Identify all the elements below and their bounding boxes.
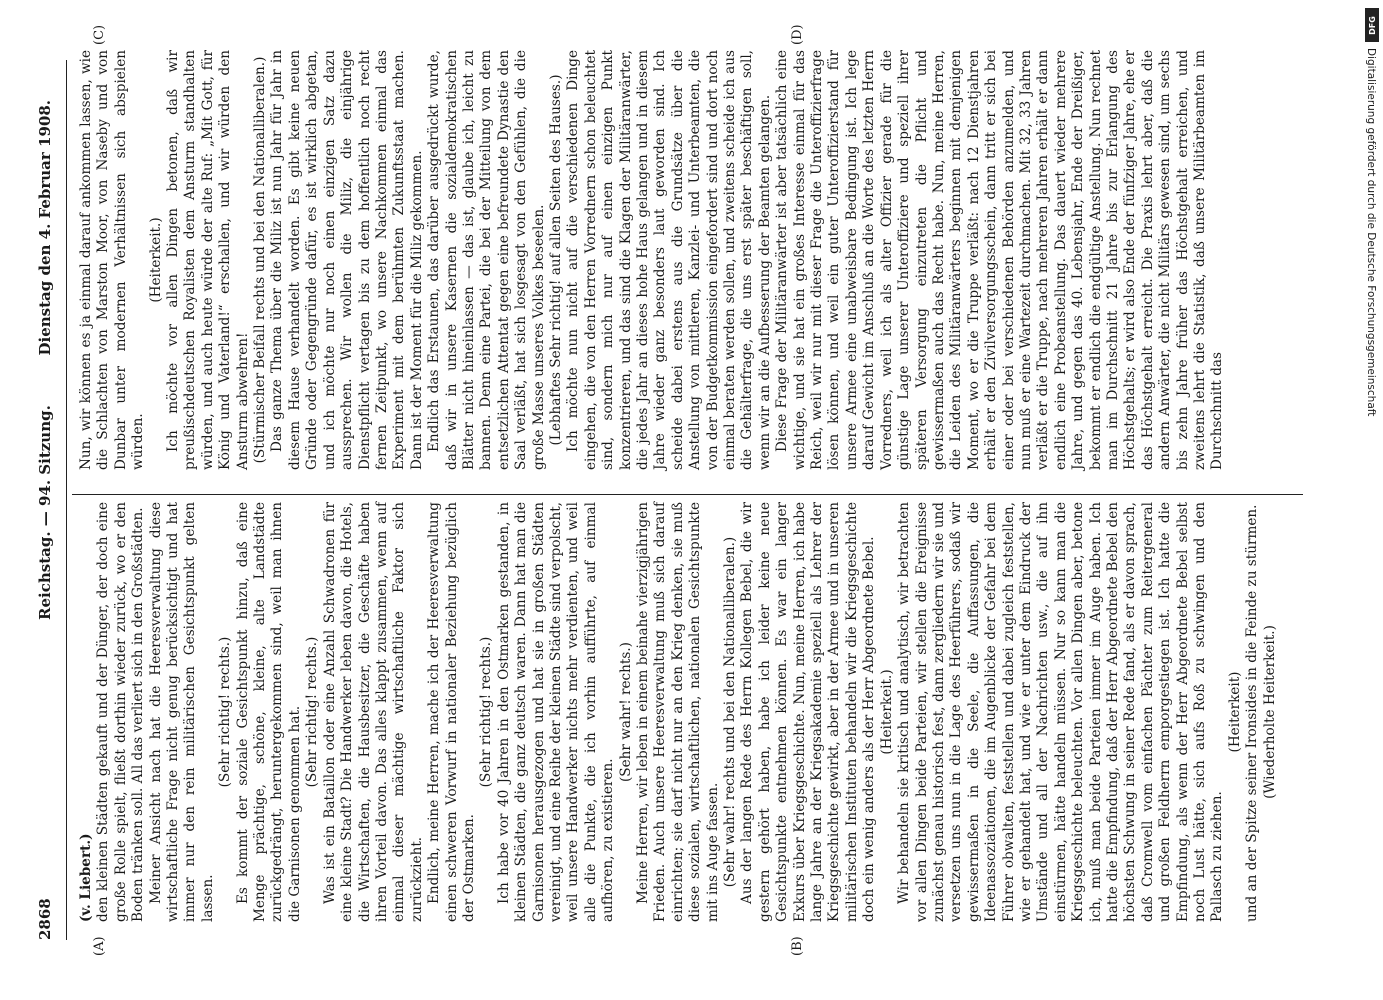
paragraph: Nun, wir können es ja einmal darauf ankommen lassen, wie die Schlachten von Marston Moor, von Naseby und von Dunbar unter modernen Verhältnissen sich abspielen würden. — [78, 50, 147, 470]
interjection: (Sehr richtig! rechts.) — [217, 636, 234, 788]
paragraph: Ich möchte nun nicht auf die verschiedenen Dinge eingehen, die von den Herren Vorrednern schon beleuchtet sind, sondern mich nur auf einen einzigen Punkt konzentrieren, und das sind die Klagen der Militäranwärter, die jedes Jahr an dieses hohe Haus gelangen und in diesem Jahre wieder ganz besonders laut geworden sind. Ich scheide dabei erstens aus die Grundsätze über die Anstellung von mittleren, Kanzlei- und Unterbeamten, die von der Budgetkommission eingefordert sind und dort noch einmal beraten werden sollen, und zweitens scheide ich aus die Gehälterfrage, die uns erst später beschäftigen soll, wenn wir an die Aufbesserung der Beamten gelangen. — [565, 50, 773, 470]
interjection: (Heiterkeit.) — [147, 217, 164, 303]
paragraph: Es kommt der soziale Gesichtspunkt hinzu, daß eine Menge prächtige, schöne, kleine, alte Landstädte zurückgedrängt, heruntergekommen sind, weil man ihnen die Garnisonen genommen hat. — [234, 502, 303, 922]
paragraph: Aus der langen Rede des Herrn Kollegen Bebel, die wir gestern gehört haben, habe ich leider keine neue Gesichtspunkte entnehmen können. Es war ein langer Exkurs über Kriegsgeschichte. Nun, meine Herren, ich habe lange Jahre an der Kriegsakademie speziell als Lehrer der Kriegsgeschichte gewirkt, aber in der Armee und in unseren militärischen Instituten behandeln wir die Kriegsgeschichte doch ein wenig anders als der Herr Abgeordnete Bebel. — [739, 502, 878, 922]
interjection: (Lebhaftes Sehr richtig! auf allen Seiten des Hauses.) — [547, 74, 564, 446]
paragraph: Ich habe vor 40 Jahren in den Ostmarken gestanden, in kleinen Städten, die ganz deutsch waren. Dann hat man die Garnisonen herausgezogen und hat sie in großen Städten vereinigt, und eine Reihe der kleinen Städte sind verpolscht, weil unsere Handwerker nichts mehr verdienten, und weil alle die Punkte, die ich vorhin aufführte, auf einmal aufhören, zu existieren. — [495, 502, 617, 922]
interjection: (Sehr wahr! rechts.) — [617, 642, 634, 782]
margin-marker-c: (C) — [92, 24, 107, 45]
paragraph: den kleinen Städten gekauft und der Dünger, der doch eine große Rolle spielt, fließt dorthin wieder zurück, wo er den Boden tränken soll. All das verliert sich in den Großstädten. — [95, 502, 147, 922]
paragraph: Das ganze Thema über die Miliz ist nun Jahr für Jahr in diesem Hause verhandelt worden. Es gibt keine neuen Gründe oder Gegengründe dafür, es ist wirklich abgetan, und ich möchte nur noch einen einzigen Satz dazu aussprechen. Wir wollen die Miliz, die einjährige Dienstpflicht vertagen bis zu dem hoffentlich noch recht fernen Zeitpunkt, wo unsere Nachkommen einmal das Experiment mit dem berühmten Zukunftsstaat machen. Dann ist der Moment für die Miliz gekommen. — [269, 50, 425, 470]
page-header — [36, 60, 62, 940]
paragraph: Endlich, meine Herren, mache ich der Heeresverwaltung einen schweren Vorwurf in nationaler Beziehung bezüglich der Ostmarken. — [426, 502, 477, 922]
paragraph: Wir behandeln sie kritisch und analytisch, wir betrachten vor allen Dingen beide Parteien, wir stellen die Ereignisse zunächst genau historisch fest, dann zergliedern wir sie und versetzen uns nun in die Lage des Heerführers, sodaß wir gewissermaßen in die Seele, die Auffassungen, die Ideenassoziationen, die im Augenblicke der Gefahr bei dem Führer obwalten, feststellen und dabei zugleich feststellen, wie er gehandelt hat, und wie er unter dem Eindruck der Umstände und all der Nachrichten usw., die auf ihn einstürmen, hätte handeln müssen. Nur so kann man die Kriegsgeschichte beleuchten. Vor allen Dingen aber, betone ich, muß man beide Parteien immer im Auge haben. Ich hatte die Empfindung, daß der Herr Abgeordnete Bebel den höchsten Schwung in seiner Rede fand, als er davon sprach, daß Cromwell vom einfachen Pächter zum Reitergeneral und großen Feldherrn emporgestiegen ist. Ich hatte die Empfindung, als wenn der Herr Abgeordnete Bebel selbst noch Lust hätte, sich aufs Roß zu schwingen und den Pallasch zu ziehen. — [896, 502, 1226, 922]
speaker-label: (v. Liebert.) — [78, 833, 94, 922]
dfg-stamp — [1365, 8, 1379, 417]
column-divider — [72, 494, 1303, 495]
interjection: (Sehr richtig! rechts.) — [304, 636, 321, 788]
paragraph: Was ist ein Bataillon oder eine Anzahl Schwadronen für eine kleine Stadt? Die Handwerker leben davon, die Hotels, die Wirtschaften, die Hausbesitzer, die Geschäfte haben ihren Vorteil davon. Das alles klappt zusammen, wenn auf einmal dieser mächtige wirtschaftliche Faktor sich zurückzieht. — [321, 502, 425, 922]
dfg-credit-text: Digitalisierung gefördert durch die Deutsche Forschungsgemeinschaft — [1365, 48, 1377, 417]
paragraph: Diese Frage der Militäranwärter ist aber tatsächlich eine wichtige, und sie hat ein großes Interesse einmal für das Reich, weil wir nur mit dieser Frage die Unteroffizierfrage lösen können, und weil ein guter Unteroffizierstand für unsere Armee eine unabweisbare Bedingung ist. Ich lege darauf Gewicht im Anschluß an die Worte des letzten Herrn Vorredners, weil ich als alter Offizier gerade für die günstige Lage unserer Unteroffiziere und speziell ihrer späteren Versorgung einzutreten die Pflicht und gewissermaßen auch das Recht habe. Nun, meine Herren, die Leiden des Militäranwärters beginnen mit demjenigen Moment, wo er die Truppe verläßt: nach 12 Dienstjahren erhält er den Zivilversorgungsschein, dann tritt er sich bei einer oder bei verschiedenen Behörden anzumelden, und nun muß er eine Wartezeit durchmachen. Mit 32, 33 Jahren verläßt er die Truppe, nach mehreren Jahren erhält er dann endlich eine Probeanstellung. Das dauert wieder mehrere Jahre, und gegen das 40. Lebensjahr, Ende der Dreißiger, bekommt er endlich die endgültige Anstellung. Nun rechnet man im Durchschnitt 21 Jahre bis zur Erlangung des Höchstgehalts; er wird also Ende der fünfziger Jahre, ehe er das Höchstgehalt erreicht. Die Praxis lehrt aber, daß die andern Anwärter, die nicht Militärs gewesen sind, um sechs bis zehn Jahre früher das Höchstgehalt erreichen, und zweitens lehrt die Statistik, daß unsere Militärbeamten im Durchschnitt das — [774, 50, 1226, 470]
paragraph: Meine Herren, wir leben in einem beinahe vierzigjährigen Frieden. Auch unsere Heeresverwaltung muß sich darauf einrichten; sie darf nicht nur an den Krieg denken, sie muß diese sozialen, wirtschaftlichen, nationalen Gesichtspunkte mit ins Auge fassen. — [635, 502, 721, 922]
dfg-logo: DFG — [1365, 8, 1379, 42]
interjection: (Heiterkeit) — [1226, 671, 1243, 753]
session-title: Reichstag. — 94. Sitzung. — [36, 405, 54, 620]
left-text-column — [78, 502, 1279, 922]
interjection: (Sehr wahr! rechts und bei den Nationalliberalen.) — [722, 536, 739, 888]
interjection: (Heiterkeit.) — [878, 669, 895, 755]
interjection: (Sehr richtig! rechts.) — [478, 636, 495, 788]
margin-marker-b: (B) — [790, 936, 805, 956]
margin-marker-d: (D) — [790, 24, 805, 45]
paragraph: Meiner Ansicht nach hat die Heeresverwaltung diese wirtschaftliche Frage nicht genug berücksichtigt und hat immer nur den rein militärischen Gesichtspunkt gelten lassen. — [147, 502, 216, 922]
paragraph: Endlich das Erstaunen, das darüber ausgedrückt wurde, daß wir in unsere Kasernen die sozialdemokratischen Blätter nicht hineinlassen — das ist, glaube ich, leicht zu bannen. Denn eine Partei, die bei der Mitteilung von dem entsetzlichen Attentat gegen eine befreundete Dynastie den Saal verläßt, hat sich losgesagt von den Gefühlen, die die große Masse unseres Volkes beseelen. — [426, 50, 547, 470]
interjection: (Stürmischer Beifall rechts und bei den Nationalliberalen.) — [252, 56, 269, 464]
right-text-column — [78, 50, 1227, 470]
session-date: Dienstag den 4. Februar 1908. — [36, 100, 54, 356]
page-number: 2868 — [36, 898, 54, 940]
margin-marker-a: (A) — [92, 936, 107, 956]
paragraph: Ich möchte vor allen Dingen betonen, daß wir preußischdeutschen Royalisten dem Ansturm standhalten würden, und auch heute würde der alte Ruf: „Mit Gott, für König und Vaterland!“ erschallen, und wir würden den Ansturm abwehren! — [165, 50, 251, 470]
interjection: (Wiederholte Heiterkeit.) — [1261, 625, 1278, 799]
header-rule — [66, 60, 67, 940]
paragraph: und an der Spitze seiner Ironsides in die Feinde zu stürmen. — [1244, 504, 1261, 922]
